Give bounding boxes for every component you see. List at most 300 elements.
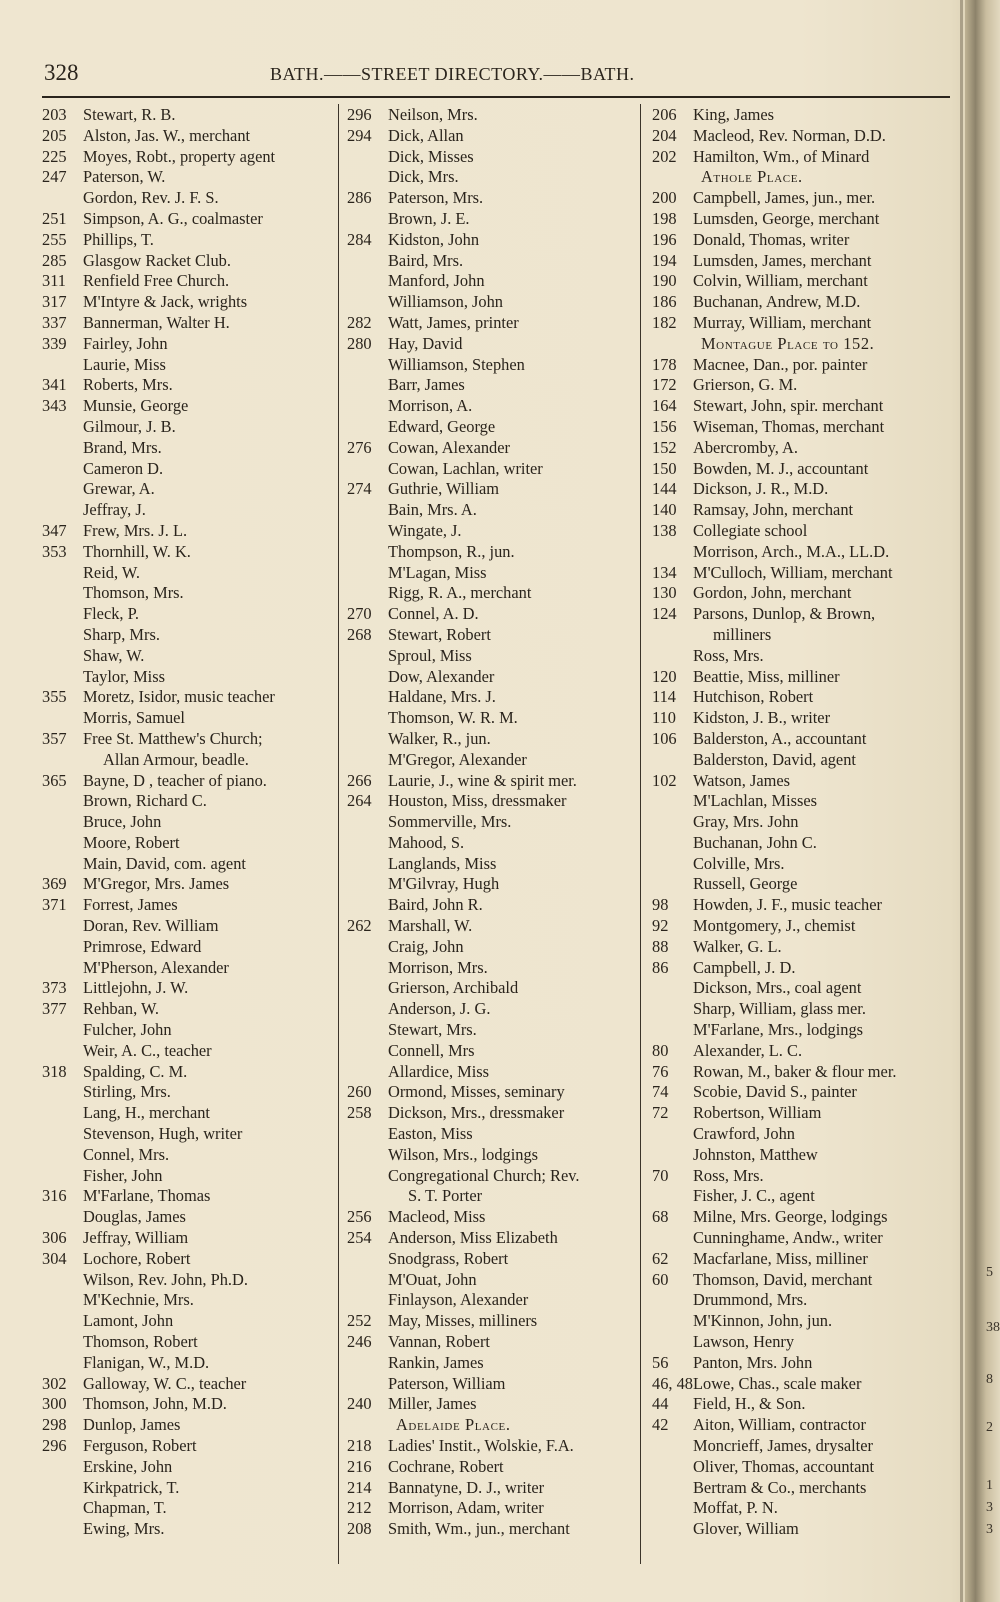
resident-name: Oliver, Thomas, accountant <box>693 1456 875 1476</box>
directory-entry <box>652 604 947 625</box>
column-divider <box>338 104 339 1564</box>
resident-name: Lowe, Chas., scale maker <box>693 1373 862 1393</box>
directory-entry <box>42 833 337 854</box>
house-number: 86 <box>652 957 669 977</box>
house-number <box>347 729 388 750</box>
house-number <box>347 833 388 854</box>
house-number: 298 <box>42 1415 67 1435</box>
directory-entry <box>42 563 337 584</box>
directory-entry <box>652 999 947 1020</box>
house-number: 268 <box>347 624 372 644</box>
resident-name: Williamson, John <box>388 292 503 312</box>
house-number <box>652 1519 693 1540</box>
resident-name: Field, H., & Son. <box>693 1394 806 1414</box>
house-number: 286 <box>347 188 372 208</box>
directory-entry <box>347 854 642 875</box>
directory-entry <box>42 396 337 417</box>
house-number: 182 <box>652 312 677 332</box>
house-number <box>652 791 693 812</box>
house-number <box>652 334 693 355</box>
directory-entry <box>42 1145 337 1166</box>
resident-name: Macleod, Rev. Norman, D.D. <box>693 125 886 145</box>
house-number: 369 <box>42 874 67 894</box>
directory-entry <box>42 334 337 355</box>
house-number <box>347 895 388 916</box>
directory-entry <box>347 1519 642 1540</box>
resident-name: Grewar, A. <box>83 479 155 499</box>
house-number: 140 <box>652 500 677 520</box>
margin-mark: 8 <box>986 1372 993 1387</box>
house-number: 258 <box>347 1103 372 1123</box>
directory-entry <box>652 1166 947 1187</box>
resident-name: Weir, A. C., teacher <box>83 1040 212 1060</box>
resident-name: Fisher, John <box>83 1165 163 1185</box>
house-number <box>347 1270 388 1291</box>
house-number <box>347 147 388 168</box>
house-number: 56 <box>652 1352 669 1372</box>
house-number: 138 <box>652 520 677 540</box>
resident-name: Ross, Mrs. <box>693 1165 764 1185</box>
resident-name: Morrison, Adam, writer <box>388 1498 544 1518</box>
directory-entry <box>347 604 642 625</box>
resident-name: Bannatyne, D. J., writer <box>388 1477 545 1497</box>
margin-mark: 2 <box>986 1420 993 1435</box>
resident-name: Cowan, Lachlan, writer <box>388 458 543 478</box>
house-number: 264 <box>347 791 372 811</box>
house-number: 68 <box>652 1207 669 1227</box>
directory-entry <box>347 209 642 230</box>
resident-name: Rankin, James <box>388 1352 484 1372</box>
house-number <box>42 916 83 937</box>
directory-entry <box>42 459 337 480</box>
resident-name: Macfarlane, Miss, milliner <box>693 1248 868 1268</box>
resident-name: Sommerville, Mrs. <box>388 812 512 832</box>
resident-name: M'Ouat, John <box>388 1269 477 1289</box>
directory-entry <box>652 978 947 999</box>
resident-name: Buchanan, John C. <box>693 832 817 852</box>
directory-entry <box>347 646 642 667</box>
house-number: 120 <box>652 666 677 686</box>
resident-name: King, James <box>693 105 775 124</box>
house-number <box>347 1124 388 1145</box>
house-number: 365 <box>42 770 67 790</box>
house-number <box>347 1353 388 1374</box>
house-number: 46, 48 <box>652 1373 693 1393</box>
resident-name: Russell, George <box>693 874 798 894</box>
house-number <box>42 1498 83 1519</box>
house-number <box>347 750 388 771</box>
house-number: 178 <box>652 354 677 374</box>
house-number <box>42 1311 83 1332</box>
directory-entry <box>347 292 642 313</box>
resident-name: Thompson, R., jun. <box>388 541 515 561</box>
house-number: 296 <box>347 105 372 124</box>
header-rule <box>42 96 950 98</box>
directory-entry <box>652 105 947 126</box>
directory-entry <box>347 916 642 937</box>
resident-name: Connel, A. D. <box>388 604 479 624</box>
house-number: 206 <box>652 105 677 124</box>
directory-entry <box>347 1228 642 1249</box>
resident-name: Wingate, J. <box>388 520 462 540</box>
directory-entry <box>652 396 947 417</box>
resident-name: Roberts, Mrs. <box>83 375 173 395</box>
house-number <box>347 1166 388 1187</box>
house-number <box>652 833 693 854</box>
house-number: 353 <box>42 541 67 561</box>
directory-entry <box>347 1478 642 1499</box>
resident-name: Bruce, John <box>83 812 162 832</box>
directory-entry <box>347 1082 642 1103</box>
directory-entry <box>42 1353 337 1374</box>
resident-name: Ramsay, John, merchant <box>693 500 854 520</box>
house-number <box>347 1249 388 1270</box>
house-number: 262 <box>347 916 372 936</box>
resident-name: Edward, George <box>388 416 496 436</box>
directory-entry <box>652 459 947 480</box>
house-number: 306 <box>42 1228 67 1248</box>
house-number <box>347 563 388 584</box>
house-number <box>652 1332 693 1353</box>
resident-name: Watt, James, printer <box>388 312 519 332</box>
directory-entry <box>347 1353 642 1374</box>
directory-entry <box>347 729 642 750</box>
resident-name: Aiton, William, contractor <box>693 1415 866 1435</box>
directory-entry <box>42 251 337 272</box>
directory-entry <box>42 292 337 313</box>
resident-name: Thomson, Robert <box>83 1332 198 1352</box>
directory-entry <box>42 958 337 979</box>
directory-entry <box>347 521 642 542</box>
resident-name: Connell, Mrs <box>388 1040 475 1060</box>
house-number <box>347 937 388 958</box>
resident-name: Smith, Wm., jun., merchant <box>388 1519 570 1539</box>
directory-entry <box>42 209 337 230</box>
directory-entry <box>42 1415 337 1436</box>
house-number: 218 <box>347 1436 372 1455</box>
house-number: 373 <box>42 978 67 998</box>
directory-entry <box>42 500 337 521</box>
resident-name: Rehban, W. <box>83 999 160 1019</box>
directory-entry <box>347 396 642 417</box>
resident-name: Stewart, R. B. <box>83 105 176 124</box>
resident-name: Brown, J. E. <box>388 208 470 228</box>
resident-name: Balderston, David, agent <box>693 749 856 769</box>
directory-entry <box>652 1124 947 1145</box>
resident-name: Forrest, James <box>83 895 178 915</box>
house-number: 208 <box>347 1519 372 1539</box>
house-number: 270 <box>347 604 372 624</box>
resident-name: Paterson, William <box>388 1373 506 1393</box>
house-number <box>42 1290 83 1311</box>
house-number <box>42 188 83 209</box>
house-number <box>652 1457 693 1478</box>
directory-entry <box>42 771 337 792</box>
directory-entry <box>652 667 947 688</box>
resident-name: Balderston, A., accountant <box>693 728 867 748</box>
house-number: 106 <box>652 728 677 748</box>
resident-name: Main, David, com. agent <box>83 853 246 873</box>
resident-name: Lumsden, George, merchant <box>693 208 880 228</box>
house-number <box>347 978 388 999</box>
resident-name: Thomson, John, M.D. <box>83 1394 227 1414</box>
directory-entry <box>652 1311 947 1332</box>
directory-entry <box>347 1062 642 1083</box>
house-number: 276 <box>347 437 372 457</box>
directory-entry <box>652 1457 947 1478</box>
directory-entry <box>347 958 642 979</box>
directory-entry <box>347 167 642 188</box>
directory-entry <box>652 147 947 168</box>
resident-name: Colville, Mrs. <box>693 853 785 873</box>
directory-entry <box>347 1457 642 1478</box>
page-number: 328 <box>44 60 79 85</box>
resident-name: Rowan, M., baker & flour mer. <box>693 1061 897 1081</box>
directory-entry <box>42 812 337 833</box>
directory-column-3 <box>652 105 947 1540</box>
resident-name: Vannan, Robert <box>388 1332 490 1352</box>
resident-name: Spalding, C. M. <box>83 1061 188 1081</box>
resident-name: Thomson, David, merchant <box>693 1269 873 1289</box>
directory-entry <box>652 188 947 209</box>
house-number: 377 <box>42 999 67 1019</box>
resident-name: Connel, Mrs. <box>83 1144 170 1164</box>
directory-entry <box>42 1374 337 1395</box>
resident-name: Jeffray, J. <box>83 500 146 520</box>
house-number <box>347 500 388 521</box>
directory-entry <box>652 1498 947 1519</box>
directory-entry <box>347 1498 642 1519</box>
house-number <box>42 438 83 459</box>
directory-entry <box>347 583 642 604</box>
house-number: 124 <box>652 604 677 624</box>
resident-name: Haldane, Mrs. J. <box>388 687 496 707</box>
directory-entry <box>42 1062 337 1083</box>
resident-name: Littlejohn, J. W. <box>83 978 189 998</box>
directory-entry <box>42 1249 337 1270</box>
house-number <box>42 459 83 480</box>
resident-name: Stewart, John, spir. merchant <box>693 396 884 416</box>
house-number: 203 <box>42 105 67 124</box>
directory-entry <box>652 1436 947 1457</box>
resident-name: Colvin, William, merchant <box>693 271 868 291</box>
house-number <box>347 999 388 1020</box>
directory-entry <box>42 1124 337 1145</box>
house-number: 186 <box>652 292 677 312</box>
house-number: 88 <box>652 936 669 956</box>
resident-name: Williamson, Stephen <box>388 354 525 374</box>
directory-entry <box>347 999 642 1020</box>
resident-name: Taylor, Miss <box>83 666 165 686</box>
directory-entry <box>652 1041 947 1062</box>
house-number <box>42 958 83 979</box>
resident-name: Doran, Rev. William <box>83 916 219 936</box>
house-number <box>42 937 83 958</box>
resident-name: Erskine, John <box>83 1456 173 1476</box>
house-number <box>652 1186 693 1207</box>
house-number <box>42 1353 83 1374</box>
directory-entry <box>652 1394 947 1415</box>
house-number: 42 <box>652 1415 669 1435</box>
directory-entry <box>347 479 642 500</box>
house-number <box>42 604 83 625</box>
resident-name: Morrison, Mrs. <box>388 957 488 977</box>
directory-entry <box>652 1082 947 1103</box>
house-number <box>42 1041 83 1062</box>
resident-name: Kirkpatrick, T. <box>83 1477 180 1497</box>
house-number <box>42 625 83 646</box>
directory-entry <box>652 209 947 230</box>
resident-name: Manford, John <box>388 271 485 291</box>
house-number <box>42 355 83 376</box>
directory-entry <box>652 521 947 542</box>
directory-entry <box>652 1290 947 1311</box>
resident-name: Reid, W. <box>83 562 140 582</box>
directory-entry <box>652 1103 947 1124</box>
directory-entry <box>42 230 337 251</box>
house-number <box>347 1290 388 1311</box>
section-heading <box>652 167 947 188</box>
directory-entry <box>652 1353 947 1374</box>
house-number: 251 <box>42 208 67 228</box>
directory-entry <box>42 1228 337 1249</box>
house-number <box>347 417 388 438</box>
house-number <box>42 1103 83 1124</box>
directory-entry <box>652 771 947 792</box>
directory-entry <box>42 625 337 646</box>
resident-name: M'Culloch, William, merchant <box>693 562 893 582</box>
house-number <box>652 1228 693 1249</box>
directory-entry <box>42 874 337 895</box>
house-number <box>347 375 388 396</box>
directory-column-2 <box>347 105 642 1540</box>
directory-entry <box>652 958 947 979</box>
directory-entry <box>652 583 947 604</box>
directory-entry <box>347 1290 642 1311</box>
resident-name: Grierson, Archibald <box>388 978 519 998</box>
directory-entry <box>42 916 337 937</box>
resident-name: M'Farlane, Thomas <box>83 1186 211 1206</box>
heading-text: Montague Place to 152. <box>701 333 875 353</box>
directory-entry <box>42 188 337 209</box>
resident-name: Flanigan, W., M.D. <box>83 1352 210 1372</box>
house-number: 284 <box>347 229 372 249</box>
house-number <box>347 542 388 563</box>
directory-entry <box>42 750 337 771</box>
directory-entry <box>42 479 337 500</box>
house-number <box>652 542 693 563</box>
resident-name: Neilson, Mrs. <box>388 105 478 124</box>
book-gutter <box>965 0 1000 1602</box>
house-number: 282 <box>347 312 372 332</box>
resident-name: M'Farlane, Mrs., lodgings <box>693 1020 864 1040</box>
resident-name: Johnston, Matthew <box>693 1144 818 1164</box>
directory-entry <box>652 251 947 272</box>
directory-entry <box>652 687 947 708</box>
resident-name: Allardice, Miss <box>388 1061 490 1081</box>
resident-name: M'Intyre & Jack, wrights <box>83 292 248 312</box>
directory-entry <box>652 1186 947 1207</box>
resident-name: Dickson, J. R., M.D. <box>693 479 829 499</box>
directory-entry <box>42 646 337 667</box>
directory-entry <box>42 417 337 438</box>
directory-entry <box>42 1207 337 1228</box>
resident-name: Macleod, Miss <box>388 1207 486 1227</box>
house-number: 144 <box>652 479 677 499</box>
margin-mark: 5 <box>986 1265 993 1280</box>
house-number: 92 <box>652 916 669 936</box>
house-number <box>347 521 388 542</box>
house-number <box>347 1020 388 1041</box>
house-number: 318 <box>42 1061 67 1081</box>
house-number: 205 <box>42 125 67 145</box>
directory-entry <box>347 251 642 272</box>
directory-entry <box>42 1166 337 1187</box>
directory-entry <box>652 750 947 771</box>
house-number <box>42 479 83 500</box>
house-number <box>652 1436 693 1457</box>
resident-name: Allan Armour, beadle. <box>103 749 249 769</box>
resident-name: Fisher, J. C., agent <box>693 1186 815 1206</box>
resident-name: Simpson, A. G., coalmaster <box>83 208 263 228</box>
house-number: 316 <box>42 1186 67 1206</box>
resident-name: Galloway, W. C., teacher <box>83 1373 247 1393</box>
resident-name: Miller, James <box>388 1394 477 1414</box>
resident-name: Barr, James <box>388 375 465 395</box>
margin-mark: 1 <box>986 1478 993 1493</box>
resident-name: Abercromby, A. <box>693 437 798 457</box>
directory-entry <box>652 1207 947 1228</box>
resident-name: Macnee, Dan., por. painter <box>693 354 868 374</box>
house-number <box>42 833 83 854</box>
house-number: 152 <box>652 437 677 457</box>
resident-name: Fulcher, John <box>83 1020 172 1040</box>
directory-entry <box>652 542 947 563</box>
directory-entry <box>652 500 947 521</box>
resident-name: Dickson, Mrs., dressmaker <box>388 1103 565 1123</box>
directory-entry <box>347 313 642 334</box>
directory-entry <box>42 1082 337 1103</box>
resident-name: Dickson, Mrs., coal agent <box>693 978 862 998</box>
directory-entry <box>42 978 337 999</box>
resident-name: Dick, Mrs. <box>388 167 459 187</box>
directory-entry <box>42 521 337 542</box>
resident-name: Howden, J. F., music teacher <box>693 895 882 915</box>
directory-entry <box>42 937 337 958</box>
resident-name: Lamont, John <box>83 1311 174 1331</box>
house-number <box>347 1374 388 1395</box>
directory-entry <box>42 708 337 729</box>
house-number: 247 <box>42 167 67 187</box>
resident-name: Houston, Miss, dressmaker <box>388 791 567 811</box>
house-number <box>42 583 83 604</box>
house-number: 70 <box>652 1165 669 1185</box>
resident-name: Moncrieff, James, drysalter <box>693 1436 873 1455</box>
house-number <box>42 417 83 438</box>
directory-entry <box>652 563 947 584</box>
resident-name: Kidston, John <box>388 229 480 249</box>
resident-name: Renfield Free Church. <box>83 271 230 291</box>
house-number: 62 <box>652 1248 669 1268</box>
directory-entry <box>347 1124 642 1145</box>
directory-entry <box>652 313 947 334</box>
directory-entry <box>652 937 947 958</box>
resident-name: Ormond, Misses, seminary <box>388 1082 565 1102</box>
directory-entry <box>652 1249 947 1270</box>
house-number: 76 <box>652 1061 669 1081</box>
house-number <box>42 1519 83 1540</box>
house-number <box>652 1311 693 1332</box>
